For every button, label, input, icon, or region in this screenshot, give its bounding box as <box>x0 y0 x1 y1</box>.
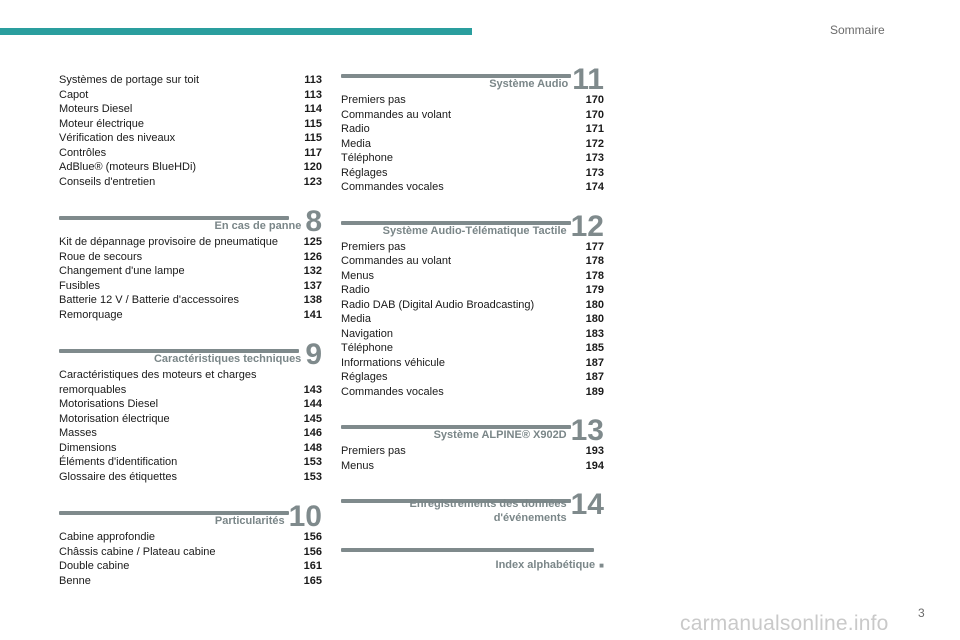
toc-section-13 <box>341 416 604 473</box>
toc-entry-title: Informations véhicule <box>341 356 445 369</box>
toc-entry-page: 173 <box>585 152 604 164</box>
section-heading <box>59 500 322 533</box>
toc-entry[interactable] <box>341 151 604 166</box>
toc-entry[interactable] <box>59 559 322 574</box>
toc-entry[interactable] <box>341 254 604 269</box>
section-heading <box>341 548 604 572</box>
toc-entry-title: Premiers pas <box>341 94 406 106</box>
section-number: 9 <box>305 338 322 371</box>
toc-entry-page: 156 <box>303 531 322 543</box>
toc-entry[interactable] <box>59 426 322 441</box>
square-marker-icon: ■ <box>599 561 604 570</box>
toc-entry-page: 125 <box>303 236 322 248</box>
toc-entry[interactable] <box>59 73 322 88</box>
toc-entry[interactable] <box>59 545 322 560</box>
toc-entry-page: 115 <box>304 117 322 130</box>
toc-entry[interactable] <box>341 93 604 108</box>
toc-entry[interactable] <box>59 250 322 265</box>
section-number: 12 <box>570 209 604 243</box>
toc-index <box>341 548 604 572</box>
section-title[interactable]: En cas de panne <box>214 220 302 232</box>
toc-entry-page: 137 <box>303 279 322 292</box>
toc-entry-title: Radio <box>341 284 370 296</box>
toc-entry-page: 180 <box>585 313 604 325</box>
toc-entry-title: Contrôles <box>59 146 107 159</box>
toc-entry-title: Commandes vocales <box>341 181 444 193</box>
toc-entry-page: 113 <box>304 74 322 86</box>
toc-entry[interactable] <box>59 264 322 279</box>
toc-entry-title: Capot <box>59 88 89 101</box>
page-header-title: Sommaire <box>830 23 885 37</box>
toc-entry-title: Motorisation électrique <box>59 412 170 425</box>
toc-section-14 <box>341 490 604 526</box>
toc-entry[interactable] <box>59 146 322 161</box>
toc-entry-page: 148 <box>303 441 322 454</box>
section-heading <box>341 490 604 526</box>
toc-entry[interactable] <box>59 279 322 294</box>
toc-entry[interactable] <box>59 88 322 103</box>
toc-entry[interactable] <box>341 108 604 123</box>
section-entries <box>341 444 604 473</box>
section-entries <box>341 93 604 195</box>
toc-entry[interactable] <box>341 137 604 152</box>
section-heading <box>341 63 604 96</box>
toc-entry-title: Radio DAB (Digital Audio Broadcasting) <box>341 298 535 311</box>
toc-entry-page: 145 <box>303 412 322 425</box>
toc-entry-title: Premiers pas <box>341 445 406 457</box>
toc-entry-title: Conseils d'entretien <box>59 175 156 188</box>
toc-entry-page: 126 <box>303 250 322 263</box>
toc-entry-page: 194 <box>585 459 604 472</box>
toc-entry[interactable] <box>59 368 322 397</box>
toc-entry-title: Navigation <box>341 327 393 340</box>
toc-entry-page: 113 <box>304 88 322 101</box>
toc-entry-page: 156 <box>303 545 322 558</box>
toc-entry-title: Kit de dépannage provisoire de pneumatique <box>59 236 278 248</box>
toc-entry[interactable] <box>59 470 322 485</box>
toc-entry[interactable] <box>59 455 322 470</box>
toc-entry[interactable] <box>341 240 604 255</box>
toc-entry-title: Double cabine <box>59 560 130 572</box>
toc-entry[interactable] <box>59 412 322 427</box>
watermark: carmanualsonline.info <box>680 612 889 635</box>
toc-entry-title: Radio <box>341 123 370 135</box>
toc-section-9 <box>59 340 322 484</box>
toc-entry-title: Systèmes de portage sur toit <box>59 74 200 86</box>
toc-entry-title: Dimensions <box>59 441 117 454</box>
toc-entry-title: Éléments d'identification <box>59 456 178 468</box>
toc-entry-title: Batterie 12 V / Batterie d'accessoires <box>59 294 240 306</box>
toc-entry-page: 153 <box>303 456 322 468</box>
section-entries <box>59 368 322 484</box>
toc-entry-title: Media <box>341 137 371 150</box>
section-heading <box>59 338 322 371</box>
section-number: 13 <box>570 414 604 447</box>
toc-entry-page: 161 <box>303 560 322 572</box>
toc-entry-title: Menus <box>341 459 375 472</box>
toc-section-8 <box>59 207 322 322</box>
toc-entry-title: Cabine approfondie <box>59 531 156 543</box>
section-rule <box>341 548 594 552</box>
toc-entry[interactable] <box>59 397 322 412</box>
toc-entry[interactable] <box>341 180 604 195</box>
toc-entry-title: Media <box>341 313 371 325</box>
toc-entry-page: 153 <box>303 470 322 483</box>
section-title[interactable]: Caractéristiques techniques <box>153 353 302 365</box>
toc-entry-page: 180 <box>585 298 604 311</box>
toc-entry-page: 170 <box>585 94 604 106</box>
section-title[interactable]: Particularités <box>214 515 285 527</box>
toc-entry-page: 117 <box>304 146 322 159</box>
toc-column-right <box>341 65 604 574</box>
section-entries <box>341 240 604 400</box>
page-number: 3 <box>918 606 925 620</box>
toc-section-10 <box>59 502 322 588</box>
toc-entry-page: 174 <box>585 181 604 193</box>
toc-entry-title: Moteurs Diesel <box>59 103 133 115</box>
toc-entry[interactable] <box>341 341 604 356</box>
toc-entry[interactable] <box>341 283 604 298</box>
toc-entry-page: 141 <box>303 308 322 321</box>
toc-entry-page: 143 <box>303 383 322 396</box>
toc-section-12 <box>341 209 604 400</box>
section-entries <box>59 530 322 588</box>
header-accent-bar <box>0 28 472 35</box>
section-title-line: Enregistrements des données <box>409 498 567 510</box>
toc-entry-title: Réglages <box>341 166 388 179</box>
toc-entry[interactable] <box>341 385 604 400</box>
toc-entry[interactable] <box>59 117 322 132</box>
toc-entry[interactable] <box>341 122 604 137</box>
section-title[interactable] <box>410 497 571 526</box>
toc-entry[interactable] <box>59 308 322 323</box>
toc-entry[interactable] <box>341 356 604 371</box>
toc-entry-page: 138 <box>303 294 322 306</box>
toc-entry-title: Changement d'une lampe <box>59 265 185 277</box>
toc-entry-title: Moteur électrique <box>59 117 144 130</box>
section-title-line: d'événements <box>493 512 567 524</box>
section-entries <box>59 235 322 322</box>
toc-entry-title: Téléphone <box>341 152 393 164</box>
toc-entry-page: 120 <box>303 161 322 173</box>
toc-entry[interactable] <box>59 160 322 175</box>
section-title[interactable]: Système Audio-Télématique Tactile <box>382 224 567 237</box>
toc-entry[interactable] <box>341 370 604 385</box>
toc-entry-page: 146 <box>303 427 322 439</box>
toc-entry[interactable] <box>341 459 604 474</box>
toc-entry-page: 114 <box>304 103 322 115</box>
toc-entry-title: Châssis cabine / Plateau cabine <box>59 545 216 558</box>
toc-entry-page: 178 <box>585 269 604 282</box>
toc-entry-page: 183 <box>585 327 604 340</box>
toc-list-maintenance <box>59 73 322 189</box>
toc-entry-title: Roue de secours <box>59 250 143 263</box>
section-number: 11 <box>572 63 604 96</box>
toc-entry-title: Commandes vocales <box>341 385 444 398</box>
toc-entry[interactable] <box>59 574 322 589</box>
toc-entry-page: 173 <box>585 166 604 179</box>
section-heading <box>341 414 604 447</box>
toc-entry-title: Téléphone <box>341 342 393 354</box>
toc-entry[interactable] <box>341 312 604 327</box>
toc-entry-title: Premiers pas <box>341 240 406 253</box>
toc-entry-title: Menus <box>341 269 375 282</box>
section-heading <box>341 209 604 243</box>
toc-entry-title: Fusibles <box>59 279 100 292</box>
toc-entry-page: 172 <box>585 137 604 150</box>
toc-entry-title: Remorquage <box>59 308 123 321</box>
toc-entry-page: 179 <box>585 284 604 296</box>
toc-entry-page: 144 <box>303 398 322 410</box>
toc-entry-title: Commandes au volant <box>341 108 452 121</box>
section-number: 14 <box>570 488 604 521</box>
toc-entry-page: 189 <box>585 385 604 398</box>
toc-entry-title: Réglages <box>341 371 388 383</box>
toc-entry[interactable] <box>59 175 322 190</box>
section-number: 10 <box>288 500 322 533</box>
toc-entry[interactable] <box>341 269 604 284</box>
toc-entry[interactable] <box>341 166 604 181</box>
toc-entry-page: 187 <box>585 356 604 369</box>
section-title[interactable]: Système Audio <box>489 78 569 90</box>
toc-entry-page: 171 <box>585 123 604 135</box>
toc-entry-title: Glossaire des étiquettes <box>59 470 178 483</box>
toc-entry-title: Benne <box>59 574 91 587</box>
toc-entry-page: 185 <box>585 342 604 354</box>
toc-entry-page: 165 <box>303 574 322 587</box>
toc-entry[interactable] <box>59 102 322 117</box>
toc-section-11 <box>341 65 604 195</box>
section-title[interactable]: Système ALPINE® X902D <box>433 429 567 441</box>
toc-entry-title: AdBlue® (moteurs BlueHDi) <box>59 161 197 173</box>
section-number: 8 <box>305 205 322 238</box>
toc-entry[interactable] <box>59 235 322 250</box>
toc-entry[interactable] <box>341 327 604 342</box>
toc-entry[interactable] <box>341 444 604 459</box>
toc-entry[interactable] <box>341 298 604 313</box>
toc-entry[interactable] <box>59 293 322 308</box>
section-title[interactable]: Index alphabétique <box>495 559 596 571</box>
toc-entry-title: Caractéristiques des moteurs et charges remorquables <box>59 369 257 396</box>
toc-entry-title: Masses <box>59 427 97 439</box>
toc-entry[interactable] <box>59 131 322 146</box>
toc-entry-page: 177 <box>585 240 604 253</box>
toc-entry-title: Vérification des niveaux <box>59 132 176 144</box>
toc-entry-page: 132 <box>303 265 322 277</box>
toc-column-left <box>59 73 322 588</box>
toc-entry-page: 115 <box>304 132 322 144</box>
toc-entry-title: Commandes au volant <box>341 255 452 267</box>
section-heading <box>59 205 322 238</box>
toc-entry-page: 123 <box>303 175 322 188</box>
toc-entry-title: Motorisations Diesel <box>59 398 159 410</box>
toc-entry-page: 187 <box>585 371 604 383</box>
toc-entry[interactable] <box>59 530 322 545</box>
toc-entry[interactable] <box>59 441 322 456</box>
toc-entry-page: 170 <box>585 108 604 121</box>
toc-entry-page: 193 <box>585 445 604 457</box>
toc-entry-page: 178 <box>585 255 604 267</box>
